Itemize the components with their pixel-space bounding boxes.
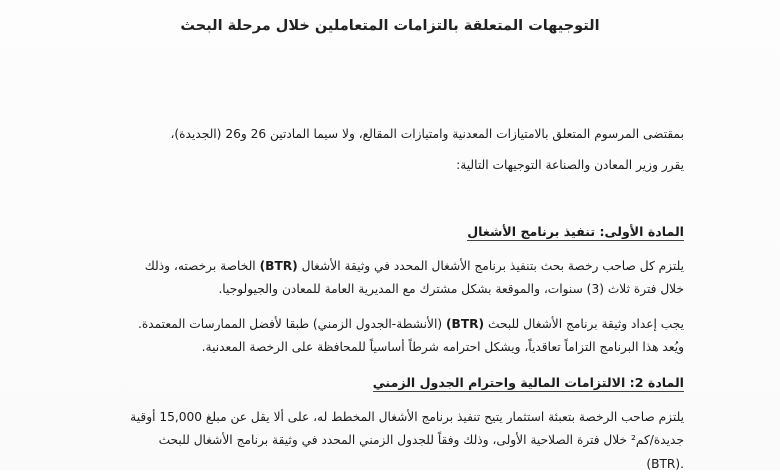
article-1-paragraph-1-line-1 [100, 258, 684, 274]
article-1-heading-text: المادة الأولى: تنفيذ برنامج الأشغال [467, 224, 684, 239]
article-1-paragraph-1-line-2: خلال فترة ثلاث (3) سنوات، والموقعة بشكل مشترك مع المديرية العامة للمعادن والجيولوجيا. [218, 282, 684, 296]
article-2-heading-text: المادة 2: الالتزامات المالية واحترام الجدول الزمني [372, 375, 684, 390]
article-1-p2-text-a: يجب إعداد وثيقة برنامج الأشغال للبحث [484, 317, 684, 331]
article-2-paragraph-1-line-2: جديدة/كم² خلال فترة الصلاحية الأولى، وذلك وفقاً للجدول الزمني المحدد في وثيقة برنامج الأشغال للبحث [158, 433, 684, 447]
article-1-paragraph-2-line-2: ويُعد هذا البرنامج التزاماً تعاقدياً، ويشكل احترامه شرطاً أساسياً للمحافظة على الرخصة المعدنية. [201, 340, 684, 354]
article-2-paragraph-1-line-1: يلتزم صاحب الرخصة بتعبئة استثمار يتيح تنفيذ برنامج الأشغال المخطط له، على ألا يقل عن مبلغ 15,000 أوقية [130, 410, 684, 424]
article-1-p1-text-a: يلتزم كل صاحب رخصة بحث بتنفيذ برنامج الأشغال المحدد في وثيقة الأشغال [297, 259, 684, 273]
btr-acronym: (BTR) [445, 317, 485, 331]
btr-acronym: (BTR). [646, 457, 684, 471]
article-2-heading [100, 375, 684, 391]
article-1-heading [100, 224, 684, 240]
preamble-decision: يقرر وزير المعادن والصناعة التوجيهات التالية: [456, 158, 684, 172]
article-1-p2-text-b: (الأنشطة-الجدول الزمني) طبقا لأفضل الممارسات المعتمدة. [137, 317, 446, 331]
document-title: التوجيهات المتعلقة بالتزامات المتعاملين خلال مرحلة البحث [180, 18, 600, 34]
preamble-decree: بمقتضى المرسوم المتعلق بالامتيازات المعدنية وامتيازات المقالع، ولا سيما المادتين 26 و26 (الجديدة)، [170, 127, 684, 141]
btr-acronym: (BTR) [259, 259, 298, 273]
article-1-paragraph-2-line-1 [100, 316, 684, 332]
article-1-p1-text-b: الخاصة برخصته، وذلك [144, 259, 260, 273]
